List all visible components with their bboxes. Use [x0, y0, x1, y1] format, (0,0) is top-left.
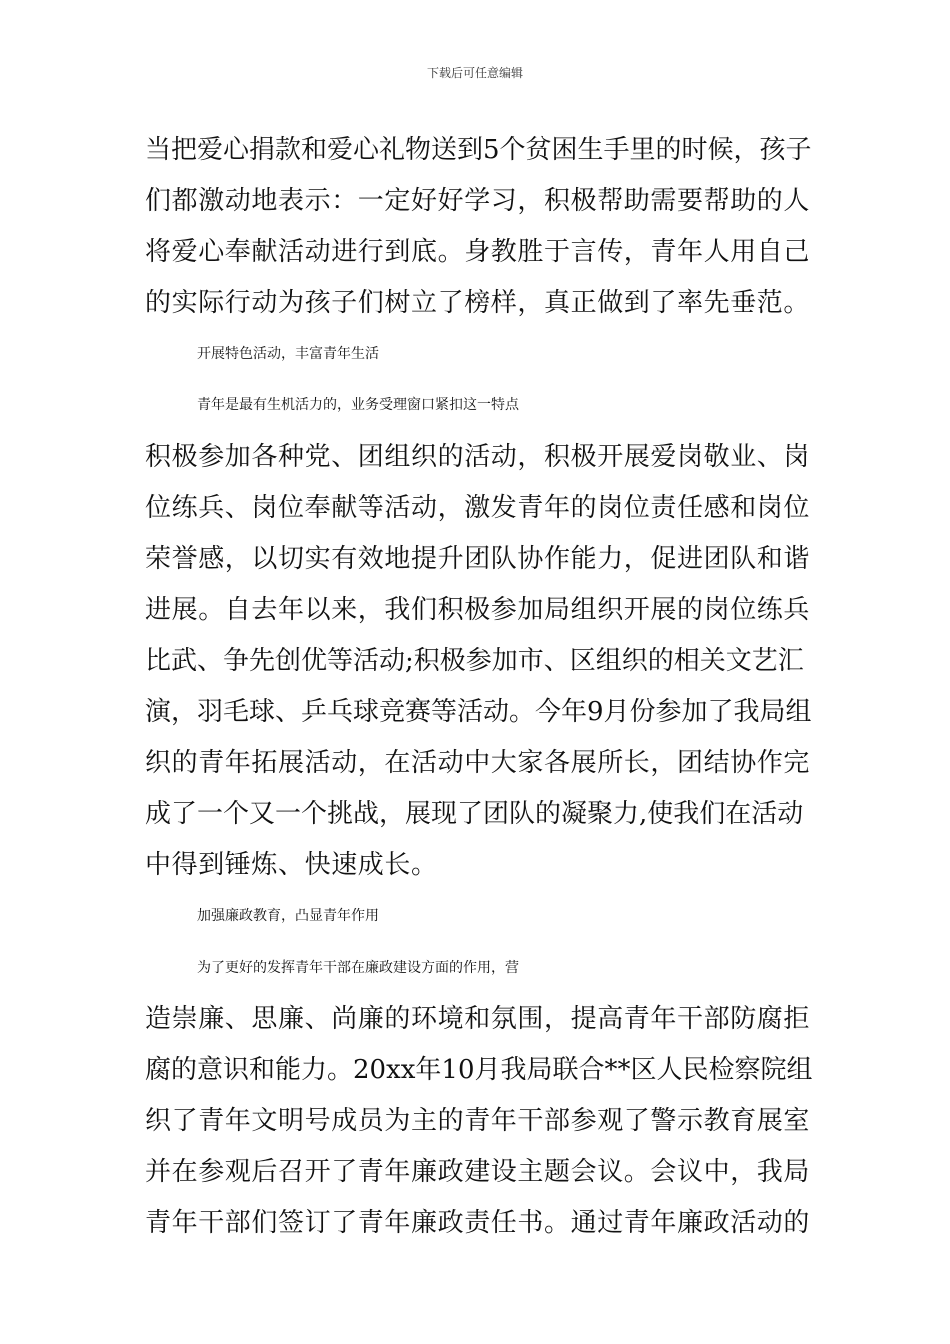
text-line: 为了更好的发挥青年干部在廉政建设方面的作用，营 [197, 959, 519, 976]
text-line: 织了青年文明号成员为主的青年干部参观了警示教育展室 [145, 1105, 811, 1136]
text-line: 们都激动地表示：一定好好学习，积极帮助需要帮助的人 [145, 186, 811, 217]
text-line: 荣誉感，以切实有效地提升团队协作能力，促进团队和谐 [145, 543, 811, 574]
section-heading: 加强廉政教育，凸显青年作用 [197, 908, 379, 925]
text-line: 演，羽毛球、乒乓球竞赛等活动。今年9月份参加了我局组 [145, 697, 812, 728]
text-line: 青年干部们签订了青年廉政责任书。通过青年廉政活动的 [145, 1207, 811, 1238]
text-line: 比武、争先创优等活动;积极参加市、区组织的相关文艺汇 [145, 645, 804, 676]
page-header: 下载后可任意编辑 [426, 66, 523, 80]
text-line: 的实际行动为孩子们树立了榜样，真正做到了率先垂范。 [145, 288, 811, 319]
text-line: 成了一个又一个挑战，展现了团队的凝聚力,使我们在活动 [145, 799, 804, 830]
text-line: 将爱心奉献活动进行到底。身教胜于言传，青年人用自己 [145, 237, 811, 268]
text-line: 青年是最有生机活力的，业务受理窗口紧扣这一特点 [197, 397, 519, 414]
section-heading: 开展特色活动，丰富青年生活 [197, 346, 379, 363]
text-line: 当把爱心捐款和爱心礼物送到5个贫困生手里的时候，孩子 [145, 135, 812, 165]
text-line: 织的青年拓展活动，在活动中大家各展所长，团结协作完 [145, 748, 811, 779]
text-line: 积极参加各种党、团组织的活动，积极开展爱岗敬业、岗 [145, 441, 811, 472]
text-line: 中得到锤炼、快速成长。 [145, 850, 438, 881]
document-body [145, 125, 815, 1249]
text-line: 进展。自去年以来，我们积极参加局组织开展的岗位练兵 [145, 594, 811, 625]
text-line: 腐的意识和能力。20xx年10月我局联合**区人民检察院组 [145, 1054, 813, 1085]
text-line: 并在参观后召开了青年廉政建设主题会议。会议中，我局 [145, 1156, 811, 1187]
text-line: 位练兵、岗位奉献等活动，激发青年的岗位责任感和岗位 [145, 492, 811, 523]
text-line: 造崇廉、思廉、尚廉的环境和氛围，提高青年干部防腐拒 [145, 1003, 811, 1034]
